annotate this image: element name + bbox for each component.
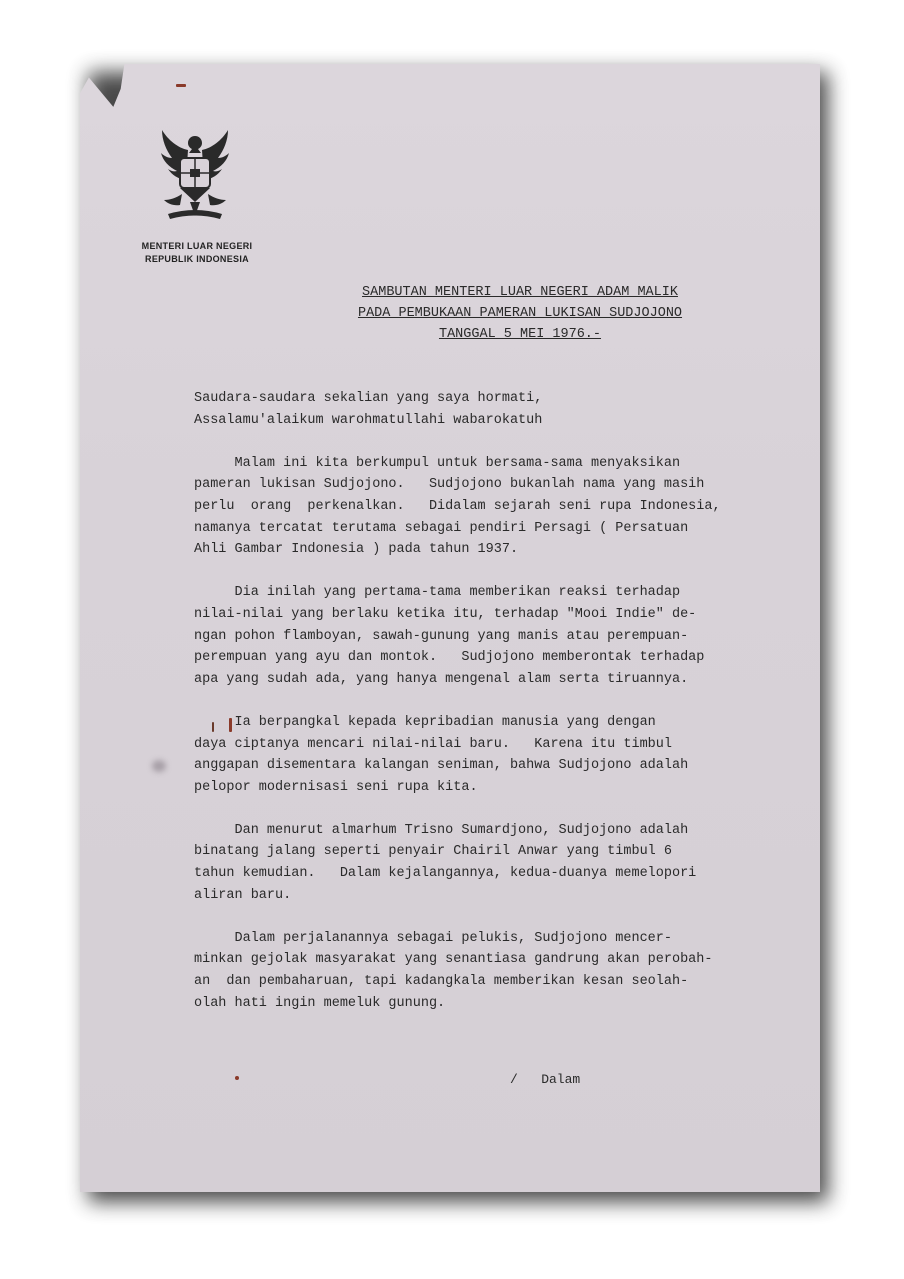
paragraph: [194, 928, 774, 1014]
letterhead: [132, 240, 262, 266]
title-line-1: SAMBUTAN MENTERI LUAR NEGERI ADAM MALIK: [362, 285, 678, 300]
salutation-line-1: Saudara-saudara sekalian yang saya hormati,: [194, 391, 543, 406]
paragraph-line: nilai-nilai yang berlaku ketika itu, terhadap "Mooi Indie" de-: [194, 606, 697, 622]
paragraph-line: Dia inilah yang pertama-tama memberikan reaksi terhadap: [194, 585, 681, 601]
paragraph-line: ngan pohon flamboyan, sawah-gunung yang manis atau perempuan-: [194, 628, 689, 644]
paragraph-line: Ahli Gambar Indonesia ) pada tahun 1937.: [194, 542, 519, 558]
title-line-3: TANGGAL 5 MEI 1976.-: [438, 327, 602, 342]
rust-mark: [176, 84, 186, 87]
paragraph-line: pameran lukisan Sudjojono. Sudjojono bukanlah nama yang masih: [194, 477, 705, 493]
paragraph-line: anggapan disementara kalangan seniman, bahwa Sudjojono adalah: [194, 758, 689, 774]
paragraph-line: binatang jalang seperti penyair Chairil Anwar yang timbul 6: [194, 844, 672, 860]
paragraph: [194, 453, 774, 561]
title-line-2: PADA PEMBUKAAN PAMERAN LUKISAN SUDJOJONO: [357, 306, 683, 321]
letterhead-line-1: MENTERI LUAR NEGERI: [141, 241, 253, 251]
rust-mark: [235, 1076, 239, 1080]
paragraph-line: aliran baru.: [194, 887, 292, 903]
paragraph-line: Ia berpangkal kepada kepribadian manusia yang dengan: [194, 714, 656, 730]
paragraph: [194, 820, 774, 906]
speech-body: [194, 388, 774, 1036]
paragraph-line: minkan gejolak masyarakat yang senantiasa gandrung akan perobah-: [194, 952, 713, 968]
paragraph-line: pelopor modernisasi seni rupa kita.: [194, 779, 478, 795]
paragraph-line: olah hati ingin memeluk gunung.: [194, 995, 446, 1011]
paragraph-line: Malam ini kita berkumpul untuk bersama-sama menyaksikan: [194, 455, 681, 471]
paragraphs: [194, 453, 774, 1014]
paragraph-line: an dan pembaharuan, tapi kadangkala memberikan kesan seolah-: [194, 974, 689, 990]
paragraph-line: Dalam perjalanannya sebagai pelukis, Sudjojono mencer-: [194, 930, 672, 946]
paragraph-line: daya ciptanya mencari nilai-nilai baru. Karena itu timbul: [194, 736, 672, 752]
paragraph-line: apa yang sudah ada, yang hanya mengenal alam serta tiruannya.: [194, 671, 689, 687]
paragraph-line: perempuan yang ayu dan montok. Sudjojono memberontak terhadap: [194, 650, 705, 666]
paragraph-line: Dan menurut almarhum Trisno Sumardjono, Sudjojono adalah: [194, 822, 689, 838]
paragraph: [194, 712, 774, 798]
letterhead-line-2: REPUBLIK INDONESIA: [145, 254, 249, 264]
continuation-note: / Dalam: [510, 1072, 581, 1087]
salutation: [194, 388, 774, 431]
paragraph: [194, 582, 774, 690]
garuda-emblem-icon: [150, 128, 240, 226]
paragraph-line: namanya tercatat terutama sebagai pendiri Persagi ( Persatuan: [194, 520, 689, 536]
paragraph-line: tahun kemudian. Dalam kejalangannya, kedua-duanya memelopori: [194, 866, 697, 882]
paragraph-line: perlu orang perkenalkan. Didalam sejarah seni rupa Indonesia,: [194, 498, 721, 514]
age-stain: [152, 760, 166, 772]
document-title: [330, 282, 710, 345]
salutation-line-2: Assalamu'alaikum warohmatullahi wabarokatuh: [194, 412, 543, 428]
